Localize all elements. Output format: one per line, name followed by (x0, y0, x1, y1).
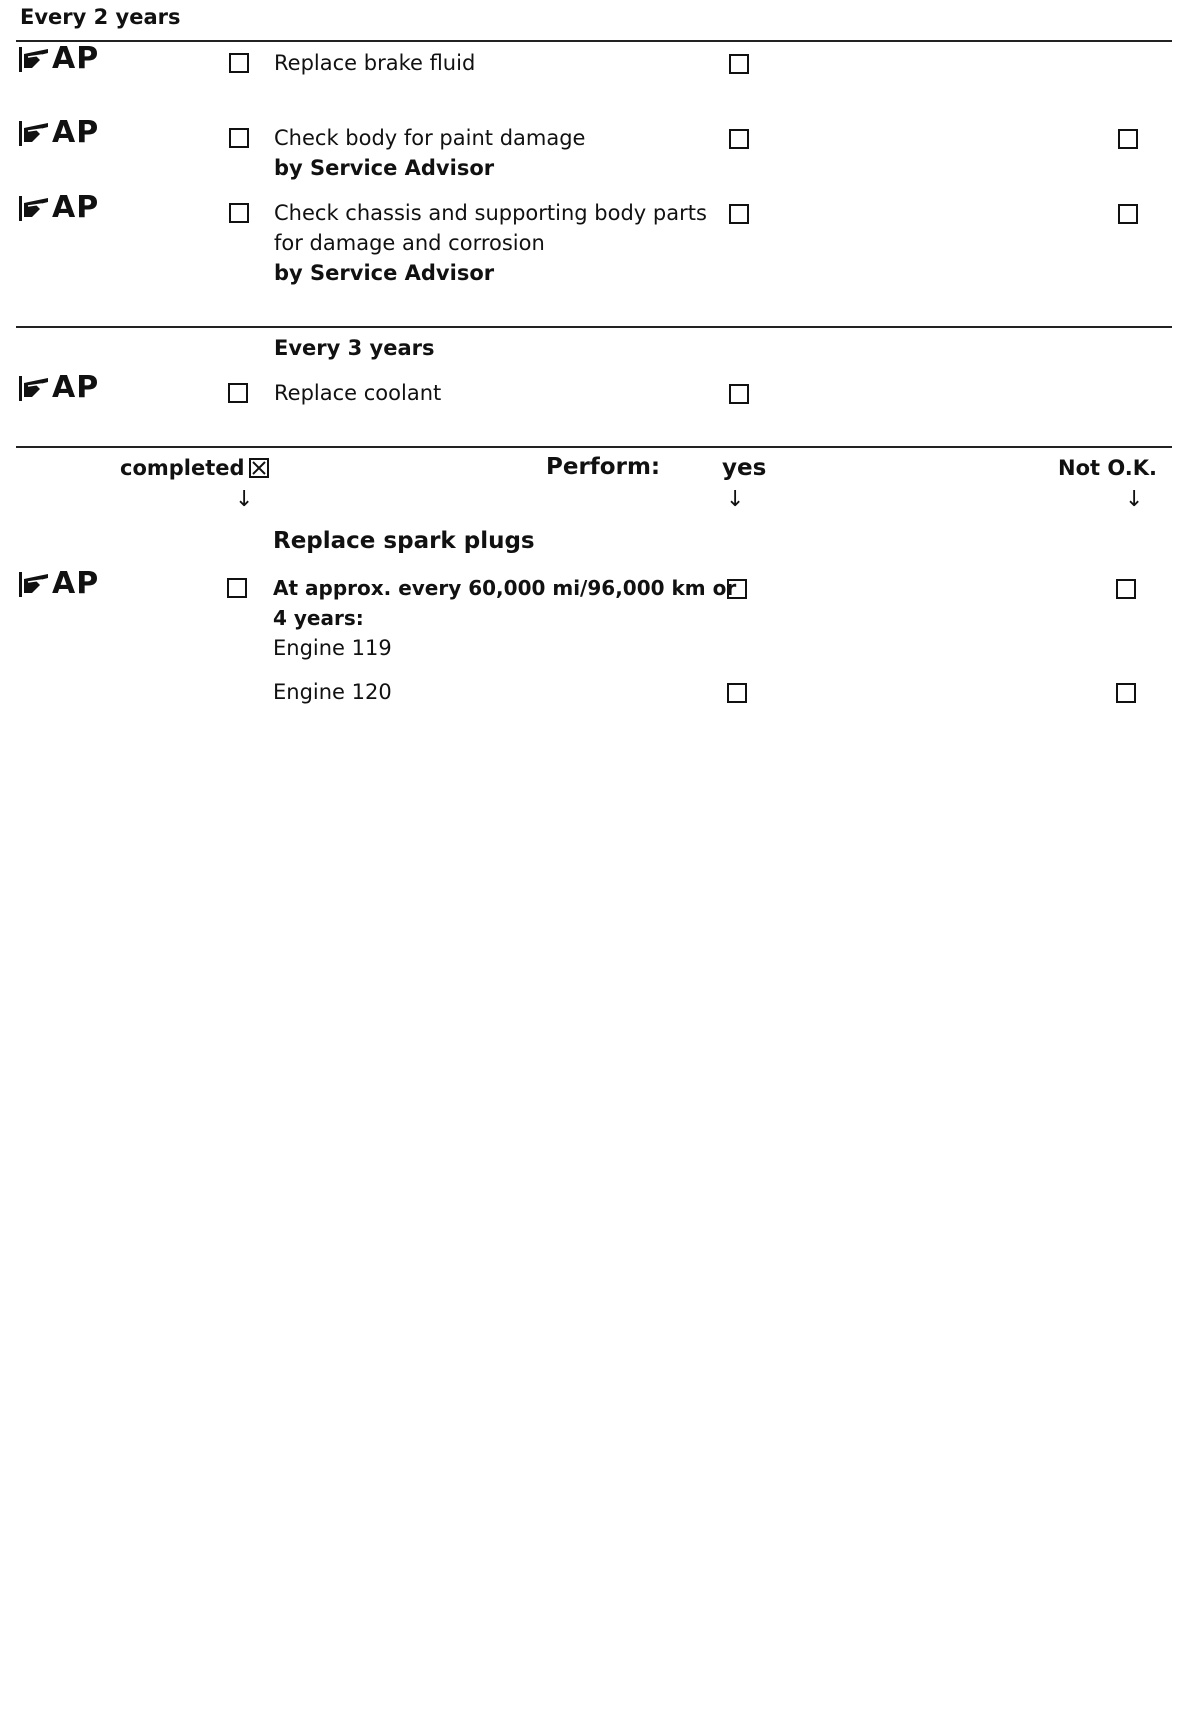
divider (16, 326, 1172, 328)
column-header-completed (120, 453, 269, 483)
pointing-hand-icon (18, 44, 54, 74)
ap-marker (18, 116, 118, 150)
ap-label: AP (52, 41, 100, 76)
spark-plugs-title: Replace spark plugs (273, 528, 535, 554)
completed-checkbox[interactable] (227, 578, 247, 598)
down-arrow-icon: ↓ (1125, 487, 1144, 512)
completed-label: completed (120, 456, 245, 480)
ap-marker (18, 567, 118, 601)
pointing-hand-icon (18, 373, 54, 403)
not-ok-checkbox[interactable] (1118, 204, 1138, 224)
item-line: Check chassis and supporting body parts (274, 201, 707, 225)
column-header-perform: Perform: (546, 454, 661, 480)
yes-checkbox[interactable] (729, 54, 749, 74)
yes-checkbox[interactable] (729, 384, 749, 404)
checked-box-icon (249, 458, 269, 478)
ap-label: AP (52, 190, 100, 225)
item-line: Check body for paint damage (274, 126, 586, 150)
down-arrow-icon: ↓ (235, 487, 254, 512)
item-line: by Service Advisor (274, 156, 495, 180)
ap-marker (18, 371, 118, 405)
down-arrow-icon: ↓ (726, 487, 745, 512)
yes-checkbox[interactable] (729, 204, 749, 224)
item-line: At approx. every 60,000 mi/96,000 km or (273, 576, 737, 600)
not-ok-checkbox[interactable] (1118, 129, 1138, 149)
yes-checkbox[interactable] (727, 683, 747, 703)
yes-checkbox[interactable] (727, 579, 747, 599)
completed-checkbox[interactable] (229, 128, 249, 148)
ap-label: AP (52, 370, 100, 405)
not-ok-checkbox[interactable] (1116, 683, 1136, 703)
divider (16, 40, 1172, 42)
pointing-hand-icon (18, 193, 54, 223)
ap-marker (18, 191, 118, 225)
divider (16, 446, 1172, 448)
section-title-every-3-years: Every 3 years (274, 336, 435, 360)
column-header-yes: yes (722, 455, 767, 481)
item-line: Replace brake fluid (274, 51, 476, 75)
ap-label: AP (52, 566, 100, 601)
item-line: for damage and corrosion (274, 231, 545, 255)
pointing-hand-icon (18, 569, 54, 599)
completed-checkbox[interactable] (228, 383, 248, 403)
item-line: Engine 120 (273, 680, 392, 704)
item-line: Engine 119 (273, 636, 392, 660)
pointing-hand-icon (18, 118, 54, 148)
not-ok-checkbox[interactable] (1116, 579, 1136, 599)
completed-checkbox[interactable] (229, 53, 249, 73)
column-header-not-ok: Not O.K. (1058, 456, 1157, 480)
item-line: 4 years: (273, 606, 364, 630)
completed-checkbox[interactable] (229, 203, 249, 223)
ap-marker (18, 42, 118, 76)
item-line: Replace coolant (274, 381, 442, 405)
item-line: by Service Advisor (274, 261, 495, 285)
section-title-every-2-years: Every 2 years (20, 5, 181, 29)
yes-checkbox[interactable] (729, 129, 749, 149)
ap-label: AP (52, 115, 100, 150)
